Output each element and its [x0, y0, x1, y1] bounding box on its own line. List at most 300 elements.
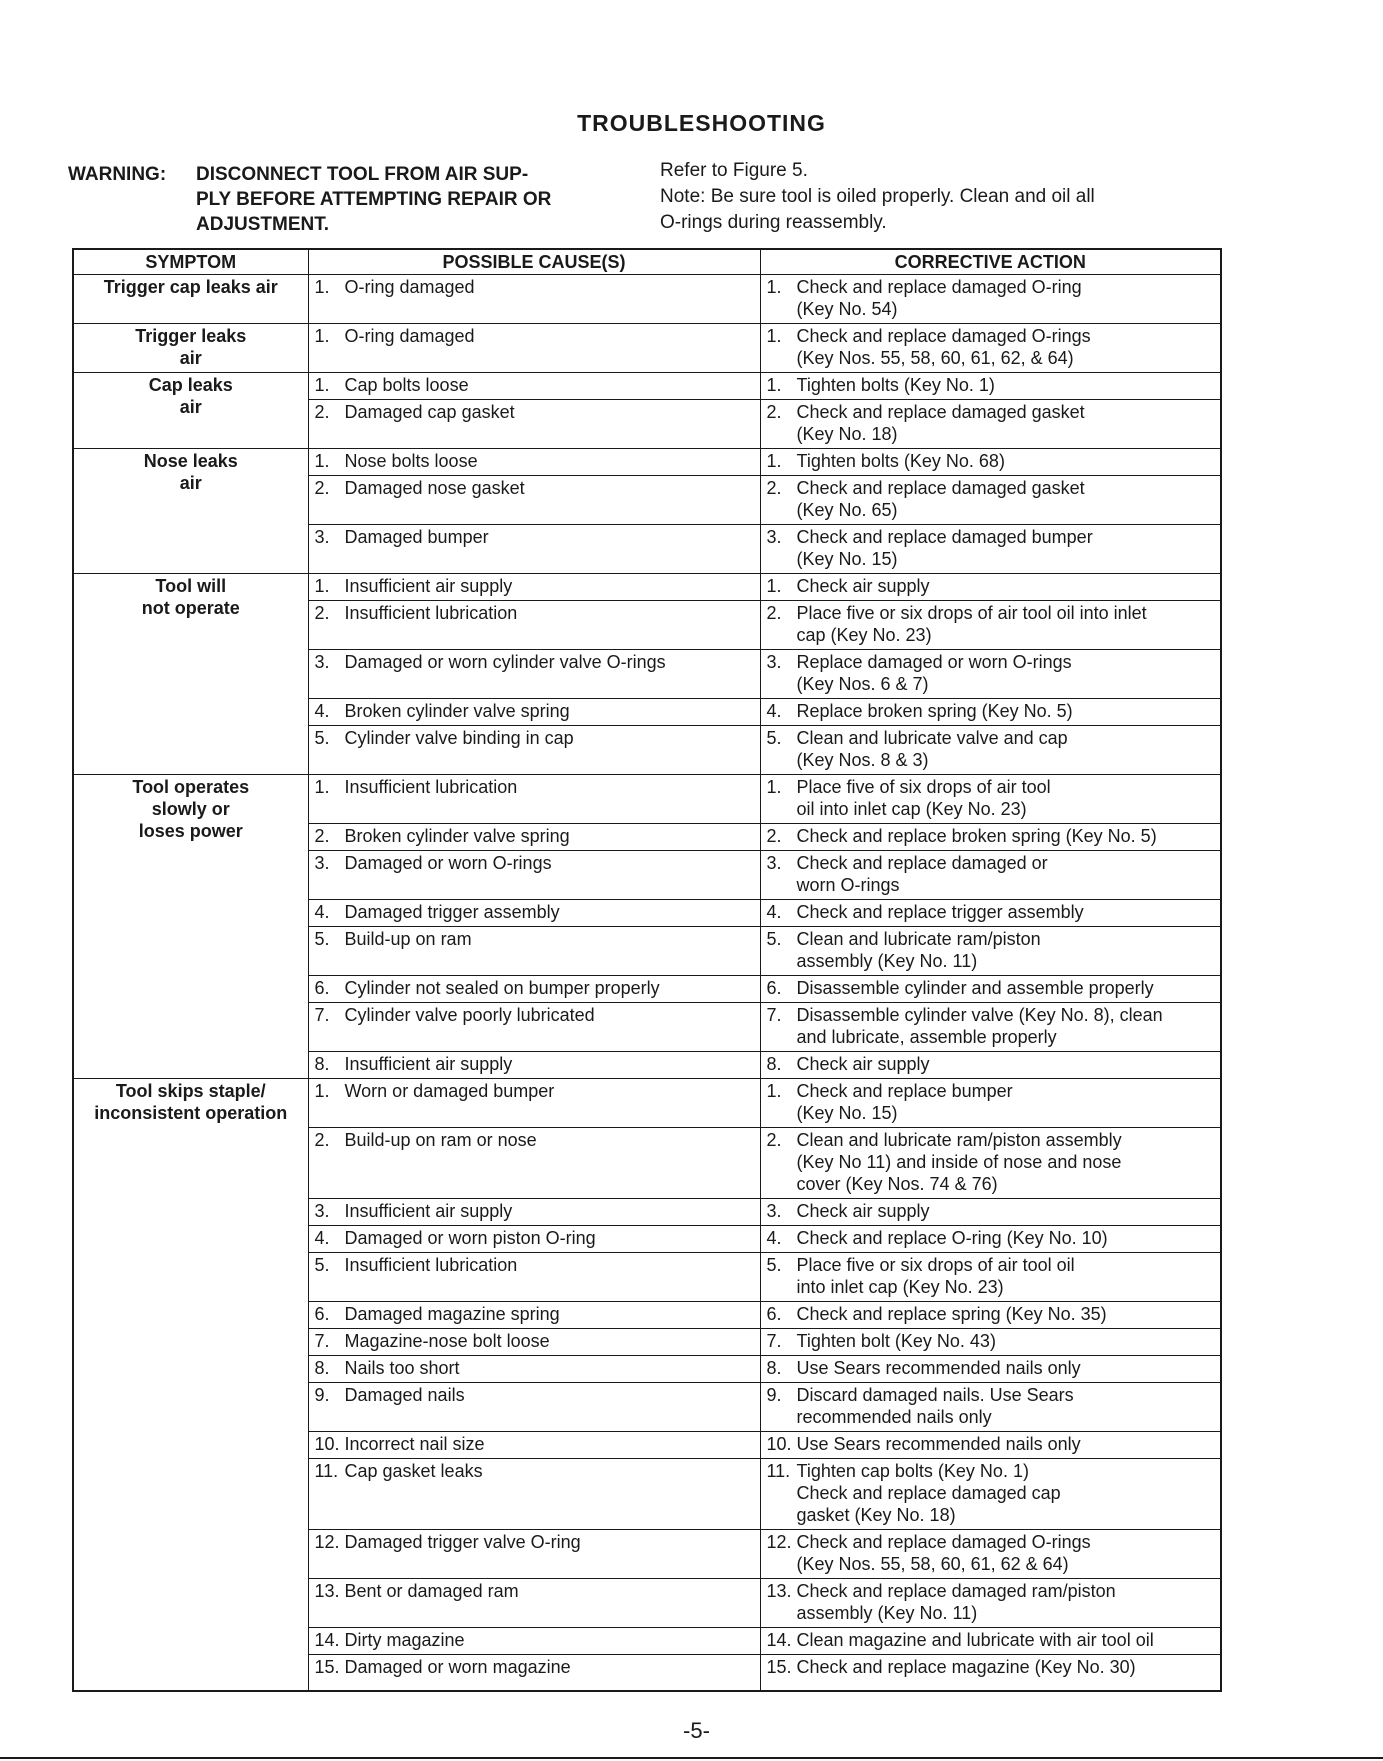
cause-text: Insufficient lubrication [344, 777, 518, 797]
cause-number: 11. [314, 1461, 339, 1481]
action-text: Tighten bolt (Key No. 43) [796, 1331, 996, 1351]
action-cell [760, 1079, 1221, 1128]
cause-cell-item [315, 374, 754, 396]
action-cell-item [767, 450, 1215, 472]
action-cell-item [767, 977, 1215, 999]
action-text: Check and replace broken spring (Key No. 5) [796, 826, 1157, 846]
action-cell [760, 1329, 1221, 1356]
cause-number: 4. [314, 701, 330, 721]
cause-cell-item [315, 1384, 754, 1406]
cause-number: 2. [314, 603, 330, 623]
action-number: 13. [766, 1581, 792, 1601]
table-row [73, 775, 1221, 824]
action-cell-item [767, 1629, 1215, 1651]
action-cell [760, 601, 1221, 650]
cause-cell [308, 1128, 760, 1199]
cause-cell [308, 1302, 760, 1329]
cause-cell-item [315, 526, 754, 548]
cause-cell-item [315, 1531, 754, 1553]
action-cell-item [767, 727, 1215, 771]
cause-number: 6. [314, 1304, 330, 1324]
action-number: 3. [766, 652, 782, 672]
action-text: Tighten bolts (Key No. 68) [796, 451, 1005, 471]
cause-cell-item [315, 651, 754, 673]
cause-number: 2. [314, 1130, 330, 1150]
action-cell [760, 699, 1221, 726]
action-text: Tighten cap bolts (Key No. 1) Check and replace damaged cap gasket (Key No. 18) [796, 1461, 1061, 1525]
action-number: 6. [766, 1304, 782, 1324]
cause-number: 2. [314, 402, 330, 422]
action-text: Clean and lubricate ram/piston assembly (Key No. 11) [796, 929, 1041, 971]
table-header-row [73, 249, 1221, 275]
cause-cell [308, 1655, 760, 1692]
action-text: Clean magazine and lubricate with air tool oil [796, 1630, 1154, 1650]
action-cell-item [767, 374, 1215, 396]
action-text: Place five of six drops of air tool oil into inlet cap (Key No. 23) [796, 777, 1051, 819]
action-number: 1. [766, 777, 782, 797]
action-text: Check and replace bumper (Key No. 15) [796, 1081, 1013, 1123]
cause-text: Broken cylinder valve spring [344, 826, 570, 846]
cause-text: Insufficient air supply [344, 1201, 513, 1221]
cause-cell [308, 1356, 760, 1383]
action-number: 10. [766, 1434, 792, 1454]
cause-cell-item [315, 901, 754, 923]
action-text: Check and replace magazine (Key No. 30) [796, 1657, 1136, 1677]
cause-text: Cylinder valve binding in cap [344, 728, 574, 748]
cause-text: Damaged cap gasket [344, 402, 515, 422]
action-text: Check air supply [796, 576, 930, 596]
action-number: 5. [766, 1255, 782, 1275]
cause-text: Insufficient lubrication [344, 603, 518, 623]
action-cell-item [767, 1656, 1215, 1678]
cause-cell [308, 1253, 760, 1302]
cause-cell [308, 851, 760, 900]
action-number: 4. [766, 902, 782, 922]
action-number: 6. [766, 978, 782, 998]
cause-text: Magazine-nose bolt loose [344, 1331, 550, 1351]
cause-text: O-ring damaged [344, 277, 475, 297]
cause-number: 1. [314, 277, 330, 297]
cause-cell-item [315, 401, 754, 423]
action-cell [760, 851, 1221, 900]
cause-cell-item [315, 852, 754, 874]
action-number: 3. [766, 853, 782, 873]
action-cell [760, 525, 1221, 574]
action-number: 1. [766, 326, 782, 346]
cause-cell [308, 1579, 760, 1628]
action-cell-item [767, 401, 1215, 445]
warning-text: DISCONNECT TOOL FROM AIR SUP- PLY BEFORE ATTEMPTING REPAIR OR ADJUSTMENT. [196, 164, 552, 235]
cause-number: 12. [314, 1532, 340, 1552]
action-number: 9. [766, 1385, 782, 1405]
action-cell [760, 927, 1221, 976]
cause-cell-item [315, 276, 754, 298]
action-number: 1. [766, 1081, 782, 1101]
action-cell-item [767, 602, 1215, 646]
action-cell-item [767, 575, 1215, 597]
cause-number: 3. [314, 527, 330, 547]
action-number: 3. [766, 527, 782, 547]
action-cell [760, 976, 1221, 1003]
cause-text: Build-up on ram or nose [344, 1130, 537, 1150]
cause-cell-item [315, 477, 754, 499]
action-text: Check and replace damaged ram/piston assembly (Key No. 11) [796, 1581, 1116, 1623]
action-cell-item [767, 1254, 1215, 1298]
cause-cell [308, 1628, 760, 1655]
action-cell [760, 650, 1221, 699]
cause-cell [308, 476, 760, 525]
cause-cell [308, 373, 760, 400]
cause-text: Nose bolts loose [344, 451, 478, 471]
cause-number: 1. [314, 451, 330, 471]
cause-cell-item [315, 1200, 754, 1222]
cause-number: 14. [314, 1630, 340, 1650]
cause-text: Cylinder valve poorly lubricated [344, 1005, 595, 1025]
action-cell-item [767, 1330, 1215, 1352]
cause-cell [308, 699, 760, 726]
action-cell-item [767, 1357, 1215, 1379]
cause-number: 6. [314, 978, 330, 998]
action-text: Check and replace damaged O-rings (Key Nos. 55, 58, 60, 61, 62 & 64) [796, 1532, 1091, 1574]
action-cell-item [767, 776, 1215, 820]
cause-cell [308, 1079, 760, 1128]
table-body [73, 275, 1221, 1692]
cause-text: Damaged trigger assembly [344, 902, 560, 922]
cause-text: Damaged or worn piston O-ring [344, 1228, 596, 1248]
cause-cell-item [315, 1080, 754, 1102]
cause-cell [308, 1432, 760, 1459]
action-number: 2. [766, 826, 782, 846]
action-text: Check and replace trigger assembly [796, 902, 1084, 922]
action-cell-item [767, 1303, 1215, 1325]
cause-number: 13. [314, 1581, 340, 1601]
cause-cell [308, 449, 760, 476]
table-row [73, 574, 1221, 601]
action-number: 1. [766, 576, 782, 596]
action-text: Place five or six drops of air tool oil into inlet cap (Key No. 23) [796, 603, 1147, 645]
action-cell-item [767, 276, 1215, 320]
action-cell [760, 824, 1221, 851]
action-cell-item [767, 1531, 1215, 1575]
action-cell-item [767, 1227, 1215, 1249]
action-number: 1. [766, 277, 782, 297]
symptom-cell: Tool will not operate [73, 574, 308, 775]
action-text: Disassemble cylinder and assemble properly [796, 978, 1154, 998]
note-figure-ref: Refer to Figure 5. [660, 160, 808, 181]
cause-text: Insufficient air supply [344, 1054, 513, 1074]
action-cell [760, 1628, 1221, 1655]
action-cell-item [767, 825, 1215, 847]
cause-cell [308, 775, 760, 824]
action-cell [760, 400, 1221, 449]
cause-number: 4. [314, 902, 330, 922]
note-oiling-line2: O-rings during reassembly. [660, 212, 887, 233]
note-oiling-line1: Note: Be sure tool is oiled properly. Clean and oil all [660, 186, 1095, 207]
cause-number: 5. [314, 728, 330, 748]
header-corrective-action: CORRECTIVE ACTION [760, 249, 1221, 275]
cause-cell [308, 1003, 760, 1052]
cause-cell-item [315, 1433, 754, 1455]
cause-number: 3. [314, 1201, 330, 1221]
cause-cell [308, 1459, 760, 1530]
cause-number: 1. [314, 1081, 330, 1101]
cause-cell [308, 400, 760, 449]
action-cell-item [767, 1384, 1215, 1428]
troubleshooting-table [72, 248, 1222, 1692]
cause-number: 1. [314, 326, 330, 346]
cause-cell [308, 275, 760, 324]
action-cell-item [767, 852, 1215, 896]
cause-cell [308, 1052, 760, 1079]
cause-number: 15. [314, 1657, 340, 1677]
cause-cell [308, 525, 760, 574]
cause-cell-item [315, 1629, 754, 1651]
cause-number: 7. [314, 1005, 330, 1025]
cause-cell [308, 976, 760, 1003]
action-text: Tighten bolts (Key No. 1) [796, 375, 995, 395]
action-cell [760, 1253, 1221, 1302]
action-number: 2. [766, 603, 782, 623]
action-text: Check air supply [796, 1201, 930, 1221]
cause-number: 2. [314, 478, 330, 498]
action-number: 4. [766, 701, 782, 721]
cause-text: Insufficient lubrication [344, 1255, 518, 1275]
bottom-rule [0, 1757, 1383, 1759]
cause-number: 1. [314, 375, 330, 395]
action-number: 3. [766, 1201, 782, 1221]
action-number: 1. [766, 375, 782, 395]
action-number: 2. [766, 402, 782, 422]
cause-cell-item [315, 977, 754, 999]
header-possible-causes: POSSIBLE CAUSE(S) [308, 249, 760, 275]
action-number: 14. [766, 1630, 792, 1650]
cause-cell-item [315, 1254, 754, 1276]
symptom-cell: Cap leaks air [73, 373, 308, 449]
cause-text: Damaged or worn magazine [344, 1657, 571, 1677]
cause-text: Damaged nose gasket [344, 478, 525, 498]
cause-number: 3. [314, 652, 330, 672]
action-cell [760, 324, 1221, 373]
cause-cell-item [315, 1129, 754, 1151]
cause-cell-item [315, 825, 754, 847]
action-text: Check air supply [796, 1054, 930, 1074]
action-cell-item [767, 1080, 1215, 1124]
action-number: 8. [766, 1358, 782, 1378]
cause-number: 9. [314, 1385, 330, 1405]
action-text: Replace broken spring (Key No. 5) [796, 701, 1073, 721]
cause-text: Damaged or worn cylinder valve O-rings [344, 652, 666, 672]
cause-number: 5. [314, 929, 330, 949]
action-number: 7. [766, 1005, 782, 1025]
action-cell [760, 275, 1221, 324]
cause-cell [308, 824, 760, 851]
cause-text: Nails too short [344, 1358, 460, 1378]
action-cell [760, 1226, 1221, 1253]
action-cell [760, 1128, 1221, 1199]
action-number: 5. [766, 728, 782, 748]
symptom-cell: Trigger cap leaks air [73, 275, 308, 324]
action-number: 2. [766, 478, 782, 498]
action-cell [760, 449, 1221, 476]
notes-block [660, 158, 1220, 236]
action-cell-item [767, 1129, 1215, 1195]
table-row [73, 449, 1221, 476]
action-cell-item [767, 1200, 1215, 1222]
action-text: Use Sears recommended nails only [796, 1358, 1081, 1378]
cause-number: 8. [314, 1054, 330, 1074]
cause-text: Dirty magazine [344, 1630, 465, 1650]
cause-cell [308, 1226, 760, 1253]
action-cell-item [767, 901, 1215, 923]
header-symptom: SYMPTOM [73, 249, 308, 275]
cause-text: Damaged trigger valve O-ring [344, 1532, 581, 1552]
cause-number: 5. [314, 1255, 330, 1275]
cause-number: 2. [314, 826, 330, 846]
action-text: Use Sears recommended nails only [796, 1434, 1081, 1454]
action-cell [760, 476, 1221, 525]
action-text: Check and replace O-ring (Key No. 10) [796, 1228, 1108, 1248]
cause-number: 8. [314, 1358, 330, 1378]
action-text: Clean and lubricate valve and cap (Key Nos. 8 & 3) [796, 728, 1068, 770]
cause-cell-item [315, 602, 754, 624]
action-cell [760, 1356, 1221, 1383]
action-cell [760, 775, 1221, 824]
action-cell-item [767, 526, 1215, 570]
cause-text: Incorrect nail size [344, 1434, 485, 1454]
cause-text: Damaged or worn O-rings [344, 853, 552, 873]
page-number: -5- [683, 1718, 710, 1743]
cause-cell [308, 900, 760, 927]
cause-cell-item [315, 325, 754, 347]
cause-cell [308, 574, 760, 601]
action-text: Replace damaged or worn O-rings (Key Nos. 6 & 7) [796, 652, 1072, 694]
cause-text: Cap gasket leaks [344, 1461, 483, 1481]
cause-cell-item [315, 1330, 754, 1352]
cause-cell-item [315, 1357, 754, 1379]
cause-cell-item [315, 1460, 754, 1482]
cause-cell-item [315, 928, 754, 950]
cause-number: 3. [314, 853, 330, 873]
action-cell [760, 1655, 1221, 1692]
symptom-cell: Tool operates slowly or loses power [73, 775, 308, 1079]
action-text: Check and replace damaged gasket (Key No. 65) [796, 478, 1085, 520]
action-cell-item [767, 1580, 1215, 1624]
cause-cell [308, 1199, 760, 1226]
action-text: Discard damaged nails. Use Sears recommended nails only [796, 1385, 1074, 1427]
action-cell [760, 574, 1221, 601]
action-number: 2. [766, 1130, 782, 1150]
cause-cell-item [315, 700, 754, 722]
cause-cell [308, 726, 760, 775]
action-cell-item [767, 477, 1215, 521]
action-cell [760, 1052, 1221, 1079]
cause-cell [308, 324, 760, 373]
cause-number: 1. [314, 777, 330, 797]
cause-text: Insufficient air supply [344, 576, 513, 596]
action-cell-item [767, 1004, 1215, 1048]
action-text: Check and replace damaged bumper (Key No. 15) [796, 527, 1093, 569]
cause-text: Bent or damaged ram [344, 1581, 519, 1601]
action-number: 15. [766, 1657, 792, 1677]
cause-number: 4. [314, 1228, 330, 1248]
action-cell [760, 1003, 1221, 1052]
table-row [73, 324, 1221, 373]
table-row [73, 1079, 1221, 1128]
action-cell [760, 1383, 1221, 1432]
page-title: TROUBLESHOOTING [577, 110, 826, 136]
action-cell-item [767, 1053, 1215, 1075]
cause-cell-item [315, 1004, 754, 1026]
cause-cell [308, 650, 760, 699]
warning-label: WARNING: [68, 164, 167, 185]
cause-cell [308, 927, 760, 976]
action-text: Clean and lubricate ram/piston assembly (Key No 11) and inside of nose and nose cover (Key Nos. 74 & 76) [796, 1130, 1122, 1194]
action-number: 8. [766, 1054, 782, 1074]
cause-cell-item [315, 1303, 754, 1325]
action-cell [760, 1199, 1221, 1226]
cause-cell-item [315, 1580, 754, 1602]
action-text: Disassemble cylinder valve (Key No. 8), clean and lubricate, assemble properly [796, 1005, 1163, 1047]
table-row [73, 373, 1221, 400]
action-number: 4. [766, 1228, 782, 1248]
action-cell-item [767, 1460, 1215, 1526]
symptom-cell: Trigger leaks air [73, 324, 308, 373]
cause-text: Broken cylinder valve spring [344, 701, 570, 721]
cause-text: Damaged bumper [344, 527, 489, 547]
action-number: 12. [766, 1532, 792, 1552]
action-cell [760, 1302, 1221, 1329]
cause-text: Build-up on ram [344, 929, 472, 949]
cause-text: Damaged magazine spring [344, 1304, 560, 1324]
action-cell [760, 1579, 1221, 1628]
action-cell [760, 726, 1221, 775]
action-text: Check and replace spring (Key No. 35) [796, 1304, 1107, 1324]
action-number: 11. [766, 1461, 791, 1481]
action-cell-item [767, 651, 1215, 695]
cause-number: 1. [314, 576, 330, 596]
cause-text: Worn or damaged bumper [344, 1081, 555, 1101]
action-cell [760, 1530, 1221, 1579]
cause-cell [308, 1530, 760, 1579]
cause-text: O-ring damaged [344, 326, 475, 346]
cause-cell-item [315, 727, 754, 749]
action-number: 5. [766, 929, 782, 949]
cause-number: 10. [314, 1434, 340, 1454]
action-cell [760, 373, 1221, 400]
cause-number: 7. [314, 1331, 330, 1351]
action-cell-item [767, 700, 1215, 722]
cause-cell-item [315, 1227, 754, 1249]
cause-cell-item [315, 1053, 754, 1075]
action-number: 1. [766, 451, 782, 471]
cause-text: Cap bolts loose [344, 375, 469, 395]
action-cell [760, 1432, 1221, 1459]
action-cell-item [767, 325, 1215, 369]
action-number: 7. [766, 1331, 782, 1351]
table-row [73, 275, 1221, 324]
action-cell-item [767, 928, 1215, 972]
cause-text: Cylinder not sealed on bumper properly [344, 978, 660, 998]
action-text: Check and replace damaged gasket (Key No. 18) [796, 402, 1085, 444]
cause-cell-item [315, 776, 754, 798]
action-text: Check and replace damaged or worn O-rings [796, 853, 1048, 895]
cause-cell-item [315, 450, 754, 472]
symptom-cell: Nose leaks air [73, 449, 308, 574]
action-cell-item [767, 1433, 1215, 1455]
action-text: Check and replace damaged O-ring (Key No. 54) [796, 277, 1082, 319]
action-cell [760, 900, 1221, 927]
symptom-cell: Tool skips staple/ inconsistent operation [73, 1079, 308, 1692]
